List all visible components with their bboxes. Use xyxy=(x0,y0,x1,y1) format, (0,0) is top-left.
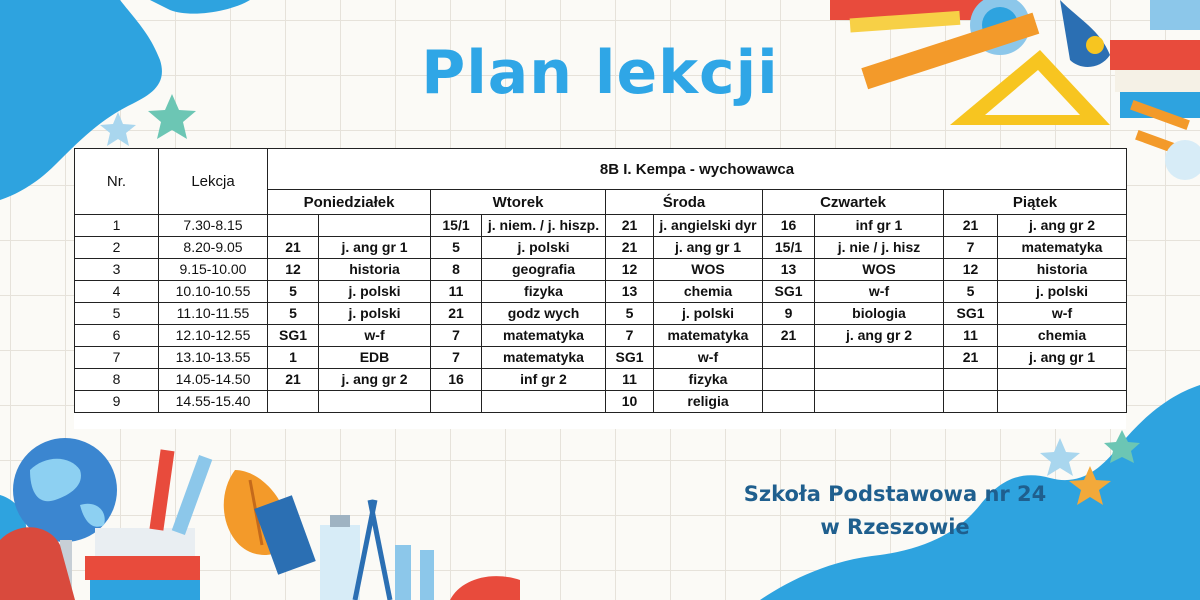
subject-cell: j. ang gr 2 xyxy=(815,325,944,347)
subject-cell: j. nie / j. hisz xyxy=(815,237,944,259)
room-cell: 21 xyxy=(763,325,815,347)
lesson-number: 4 xyxy=(75,281,159,303)
room-cell: SG1 xyxy=(606,347,654,369)
subject-cell: w-f xyxy=(815,281,944,303)
room-cell: 11 xyxy=(944,325,998,347)
lesson-number: 1 xyxy=(75,215,159,237)
room-cell: 8 xyxy=(431,259,482,281)
room-cell: 13 xyxy=(763,259,815,281)
room-cell xyxy=(431,391,482,413)
lesson-number: 5 xyxy=(75,303,159,325)
room-cell: 9 xyxy=(763,303,815,325)
lesson-time: 8.20-9.05 xyxy=(159,237,268,259)
subject-cell xyxy=(815,347,944,369)
lesson-time: 14.05-14.50 xyxy=(159,369,268,391)
room-cell: 7 xyxy=(944,237,998,259)
star-shape-light-right xyxy=(1040,438,1080,476)
subject-cell: religia xyxy=(654,391,763,413)
subject-cell: inf gr 1 xyxy=(815,215,944,237)
room-cell: 21 xyxy=(606,215,654,237)
room-cell: 21 xyxy=(944,215,998,237)
subject-cell: inf gr 2 xyxy=(482,369,606,391)
subject-cell: historia xyxy=(998,259,1127,281)
room-cell: SG1 xyxy=(268,325,319,347)
timetable-body xyxy=(75,215,1127,413)
subject-cell xyxy=(319,391,431,413)
subject-cell: historia xyxy=(319,259,431,281)
subject-cell xyxy=(815,391,944,413)
room-cell: 5 xyxy=(606,303,654,325)
room-cell: SG1 xyxy=(763,281,815,303)
lesson-number: 7 xyxy=(75,347,159,369)
subject-cell xyxy=(998,391,1127,413)
subject-cell: WOS xyxy=(654,259,763,281)
room-cell xyxy=(763,369,815,391)
room-cell: 15/1 xyxy=(763,237,815,259)
lesson-time: 10.10-10.55 xyxy=(159,281,268,303)
subject-cell: j. ang gr 2 xyxy=(319,369,431,391)
subject-cell: w-f xyxy=(654,347,763,369)
subject-cell: WOS xyxy=(815,259,944,281)
room-cell xyxy=(763,347,815,369)
room-cell: 5 xyxy=(268,281,319,303)
room-cell xyxy=(763,391,815,413)
day-header-friday: Piątek xyxy=(944,190,1127,215)
room-cell: 7 xyxy=(431,325,482,347)
subject-cell: j. polski xyxy=(654,303,763,325)
subject-cell: fizyka xyxy=(482,281,606,303)
timetable xyxy=(74,148,1126,429)
room-cell: 5 xyxy=(268,303,319,325)
day-header-tuesday: Wtorek xyxy=(431,190,606,215)
room-cell: 13 xyxy=(606,281,654,303)
room-cell: SG1 xyxy=(944,303,998,325)
subject-cell: chemia xyxy=(654,281,763,303)
subject-cell xyxy=(998,369,1127,391)
table-row xyxy=(75,237,1127,259)
lesson-time: 14.55-15.40 xyxy=(159,391,268,413)
subject-cell xyxy=(482,391,606,413)
subject-cell: j. ang gr 2 xyxy=(998,215,1127,237)
subject-cell: j. polski xyxy=(319,303,431,325)
lesson-number: 9 xyxy=(75,391,159,413)
school-name-line1: Szkoła Podstawowa nr 24 xyxy=(743,482,1047,506)
subject-cell: godz wych xyxy=(482,303,606,325)
room-cell xyxy=(944,391,998,413)
subject-cell: j. polski xyxy=(319,281,431,303)
lesson-number: 6 xyxy=(75,325,159,347)
room-cell: 11 xyxy=(606,369,654,391)
room-cell: 5 xyxy=(944,281,998,303)
table-row xyxy=(75,259,1127,281)
room-cell: 1 xyxy=(268,347,319,369)
room-cell: 10 xyxy=(606,391,654,413)
class-header: 8B I. Kempa - wychowawca xyxy=(268,149,1127,190)
table-row xyxy=(75,215,1127,237)
table-row xyxy=(75,281,1127,303)
room-cell: 12 xyxy=(606,259,654,281)
subject-cell: fizyka xyxy=(654,369,763,391)
subject-cell: matematyka xyxy=(482,347,606,369)
lesson-time: 12.10-12.55 xyxy=(159,325,268,347)
subject-cell: j. ang gr 1 xyxy=(654,237,763,259)
room-cell xyxy=(268,391,319,413)
subject-cell: w-f xyxy=(319,325,431,347)
day-header-wednesday: Środa xyxy=(606,190,763,215)
subject-cell: j. angielski dyr xyxy=(654,215,763,237)
day-header-thursday: Czwartek xyxy=(763,190,944,215)
school-name-line2: w Rzeszowie xyxy=(820,515,970,539)
subject-cell: EDB xyxy=(319,347,431,369)
subject-cell: j. polski xyxy=(998,281,1127,303)
room-cell: 7 xyxy=(431,347,482,369)
lesson-number: 3 xyxy=(75,259,159,281)
subject-cell: matematyka xyxy=(654,325,763,347)
col-header-nr: Nr. xyxy=(75,149,159,215)
school-name xyxy=(700,478,1090,544)
lesson-time: 9.15-10.00 xyxy=(159,259,268,281)
day-header-monday: Poniedziałek xyxy=(268,190,431,215)
table-row xyxy=(75,391,1127,413)
blue-blob-top-left-edge xyxy=(150,0,250,14)
subject-cell: w-f xyxy=(998,303,1127,325)
room-cell: 16 xyxy=(763,215,815,237)
timetable-table xyxy=(74,148,1127,413)
room-cell: 11 xyxy=(431,281,482,303)
col-header-lesson: Lekcja xyxy=(159,149,268,215)
table-row xyxy=(75,369,1127,391)
table-row xyxy=(75,347,1127,369)
room-cell: 21 xyxy=(606,237,654,259)
room-cell: 5 xyxy=(431,237,482,259)
room-cell: 21 xyxy=(431,303,482,325)
room-cell: 12 xyxy=(944,259,998,281)
subject-cell xyxy=(815,369,944,391)
subject-cell xyxy=(319,215,431,237)
subject-cell: biologia xyxy=(815,303,944,325)
room-cell: 15/1 xyxy=(431,215,482,237)
subject-cell: chemia xyxy=(998,325,1127,347)
table-row xyxy=(75,325,1127,347)
lesson-number: 8 xyxy=(75,369,159,391)
room-cell xyxy=(944,369,998,391)
lesson-number: 2 xyxy=(75,237,159,259)
room-cell: 12 xyxy=(268,259,319,281)
subject-cell: matematyka xyxy=(482,325,606,347)
lesson-time: 11.10-11.55 xyxy=(159,303,268,325)
subject-cell: matematyka xyxy=(998,237,1127,259)
school-supplies-bottom-left xyxy=(0,438,520,600)
room-cell: 21 xyxy=(268,369,319,391)
subject-cell: j. ang gr 1 xyxy=(998,347,1127,369)
lesson-time: 7.30-8.15 xyxy=(159,215,268,237)
room-cell: 7 xyxy=(606,325,654,347)
page-title: Plan lekcji xyxy=(421,38,779,108)
subject-cell: geografia xyxy=(482,259,606,281)
room-cell: 21 xyxy=(268,237,319,259)
subject-cell: j. niem. / j. hiszp. xyxy=(482,215,606,237)
lesson-time: 13.10-13.55 xyxy=(159,347,268,369)
room-cell xyxy=(268,215,319,237)
room-cell: 16 xyxy=(431,369,482,391)
room-cell: 21 xyxy=(944,347,998,369)
subject-cell: j. ang gr 1 xyxy=(319,237,431,259)
table-row xyxy=(75,303,1127,325)
subject-cell: j. polski xyxy=(482,237,606,259)
